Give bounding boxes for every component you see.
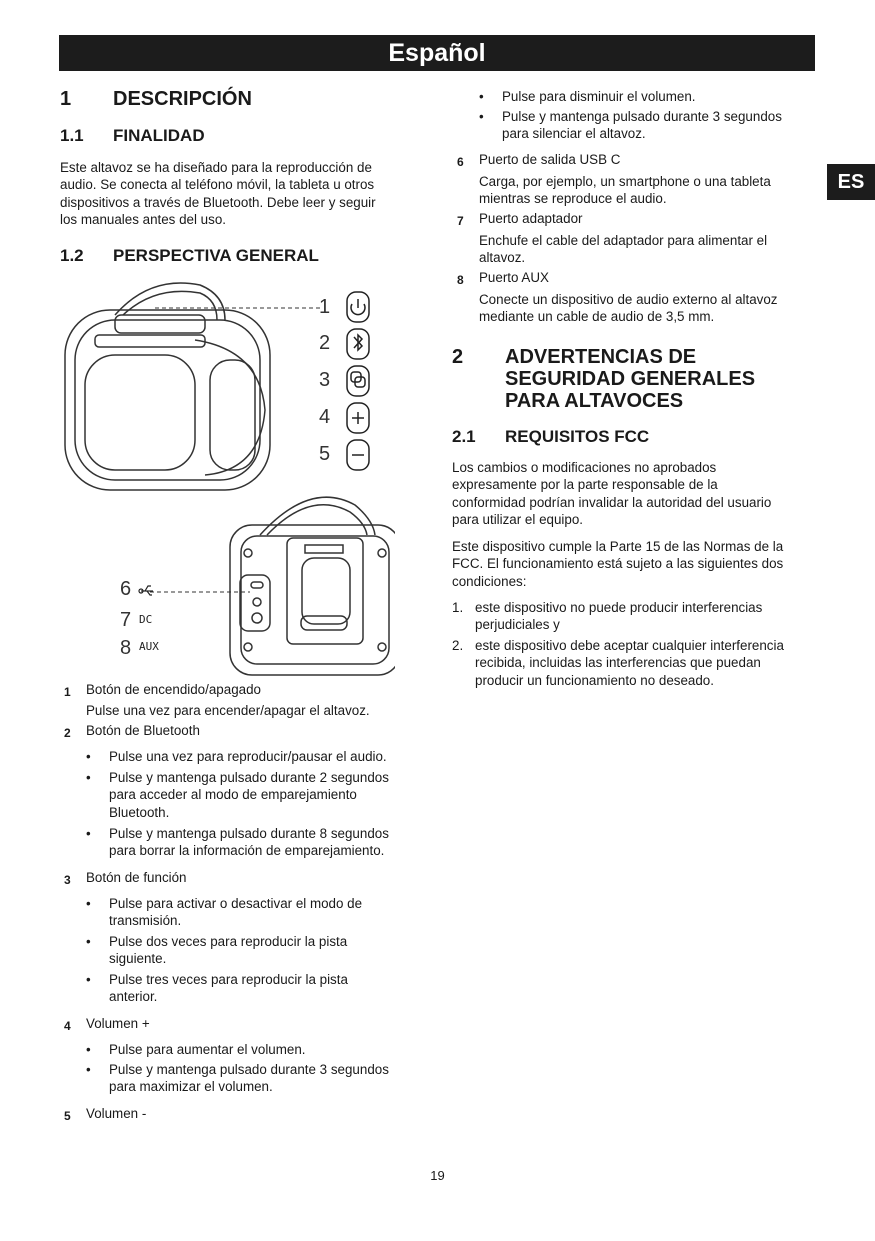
text-line: Carga, por ejemplo, un smartphone o una tableta [479,174,771,189]
item-number: 5 [64,1109,71,1123]
text-line: condiciones: [452,573,527,589]
bullet-item [479,88,819,106]
subsection-1-2-heading [60,246,319,266]
bullet-item [86,895,426,931]
item-number: 6 [457,155,464,169]
text-line: dispositivos a través de Bluetooth. Debe leer y seguir [60,194,376,210]
bullet-mark: • [86,934,91,949]
fcc-condition-1 [452,599,822,634]
section-title-line: PARA ALTAVOCES [505,390,684,412]
text-line: Conecte un dispositivo de audio externo al altavoz [479,292,778,307]
fcc-paragraph-1 [452,459,771,529]
text-line: producir un funcionamiento no deseado. [475,672,714,688]
page-header-banner [59,35,815,71]
language-tab [827,164,875,200]
section-1-heading [60,88,252,110]
item-description: Pulse una vez para encender/apagar el altavoz. [86,703,370,718]
bullet-item [86,748,426,766]
text-line: Pulse y mantenga pulsado durante 3 segundos [502,109,782,124]
item-title: Volumen - [86,1106,147,1121]
item-title: Botón de encendido/apagado [86,682,261,697]
section-title-line: ADVERTENCIAS DE [505,346,697,368]
bullet-item [86,769,426,823]
aux-port-label: AUX [139,640,159,653]
item-number: 7 [457,214,464,228]
text-line: Pulse dos veces para reproducir la pista [109,934,348,949]
callout-number: 4 [319,406,331,428]
section-title: DESCRIPCIÓN [113,88,252,110]
bullet-mark: • [86,1042,91,1057]
text-line: FCC. El funcionamiento está sujeto a las siguientes dos [452,556,784,572]
callout-number: 8 [120,637,132,659]
text-line: transmisión. [109,913,182,929]
language-tab-label: ES [837,171,865,193]
item-title: Puerto adaptador [479,211,583,226]
text-line: siguiente. [109,951,167,967]
subsection-title: PERSPECTIVA GENERAL [113,246,319,265]
item-number: 8 [457,273,464,287]
fcc-condition-2 [452,637,822,689]
item-title: Puerto AUX [479,270,549,285]
dc-port-label: DC [139,613,153,626]
section-title-line: SEGURIDAD GENERALES [505,368,756,390]
subsection-title: REQUISITOS FCC [505,427,650,446]
subsection-number: 1.2 [60,246,84,265]
text-line: anterior. [109,989,158,1005]
item-title: Puerto de salida USB C [479,152,621,167]
text-line: para maximizar el volumen. [109,1079,273,1095]
subsection-number: 1.1 [60,126,84,145]
text-line: Enchufe el cable del adaptador para alimentar el [479,233,768,248]
usb-icon [139,586,153,595]
text-line: recibida, incluidas las interferencias que puedan [475,655,761,671]
text-line: audio. Se conecta al teléfono móvil, la tableta u otros [60,177,375,193]
purpose-paragraph [60,159,376,229]
text-line: Los cambios o modificaciones no aprobados [452,460,717,475]
item-description [479,232,767,267]
text-line: Pulse tres veces para reproducir la pista [109,972,348,987]
item-title: Botón de función [86,870,187,885]
callout-number: 7 [120,609,132,631]
item-description [479,173,771,208]
text-line: Pulse y mantenga pulsado durante 2 segundos [109,770,389,785]
item-number: 4 [64,1019,71,1033]
item-number: 3 [64,873,71,887]
bullet-item [86,933,426,969]
page-header-title: Español [388,39,486,67]
text-line: Bluetooth. [109,804,170,820]
bullet-mark: • [86,1062,91,1077]
text-line: para silenciar el altavoz. [502,126,646,142]
speaker-grille-front [85,355,195,470]
list-number: 2. [452,638,464,653]
item-number: 2 [64,726,71,740]
callout-number: 1 [319,296,331,318]
callout-number: 2 [319,332,331,354]
text-line: para borrar la información de emparejamiento. [109,843,385,859]
item-description [479,291,778,326]
text-line: expresamente por la parte responsable de la [452,477,718,493]
text-line: para utilizar el equipo. [452,512,584,528]
bullet-mark: • [86,896,91,911]
text-line: Pulse para disminuir el volumen. [502,89,696,104]
text-line: Pulse una vez para reproducir/pausar el audio. [109,749,387,764]
subsection-1-1-heading [60,126,205,146]
item-title: Volumen + [86,1016,150,1031]
callout-number: 3 [319,369,331,391]
section-number: 2 [452,346,464,368]
bullet-item [86,1041,426,1059]
section-number: 1 [60,88,72,110]
text-line: mediante un cable de audio de 3,5 mm. [479,309,715,325]
callout-number: 5 [319,443,331,465]
text-line: Este dispositivo cumple la Parte 15 de las Normas de la [452,539,784,554]
bullet-item [86,825,426,861]
speaker-overview-figure [55,280,395,680]
speaker-handle-rear [260,497,375,535]
item-number: 1 [64,685,71,699]
bullet-mark: • [479,109,484,124]
subsection-2-1-heading [452,427,649,447]
bullet-mark: • [86,972,91,987]
bullet-mark: • [86,770,91,785]
text-line: este dispositivo no puede producir interferencias [475,600,763,615]
text-line: altavoz. [479,250,526,266]
callout-number: 6 [120,578,132,600]
text-line: Pulse para activar o desactivar el modo de [109,896,363,911]
text-line: para acceder al modo de emparejamiento [109,787,357,803]
text-line: Pulse y mantenga pulsado durante 3 segundos [109,1062,389,1077]
bullet-item [86,971,426,1007]
text-line: los manuales antes del uso. [60,212,226,228]
fcc-paragraph-2 [452,538,783,590]
text-line: Pulse para aumentar el volumen. [109,1042,306,1057]
subsection-number: 2.1 [452,427,476,446]
page-number: 19 [430,1168,445,1183]
text-line: Pulse y mantenga pulsado durante 8 segundos [109,826,389,841]
text-line: conformidad podrían invalidar la autoridad del usuario [452,494,772,510]
text-line: mientras se reproduce el audio. [479,191,667,207]
bullet-mark: • [86,749,91,764]
list-number: 1. [452,600,464,615]
subsection-title: FINALIDAD [113,126,205,145]
text-line: Este altavoz se ha diseñado para la reproducción de [60,160,372,175]
speaker-body-rear [230,525,395,675]
bullet-item [479,108,819,144]
bullet-mark: • [86,826,91,841]
bullet-item [86,1061,426,1097]
bullet-mark: • [479,89,484,104]
text-line: este dispositivo debe aceptar cualquier interferencia [475,638,784,653]
item-title: Botón de Bluetooth [86,723,200,738]
text-line: perjudiciales y [475,617,560,633]
section-2-heading [452,346,755,412]
